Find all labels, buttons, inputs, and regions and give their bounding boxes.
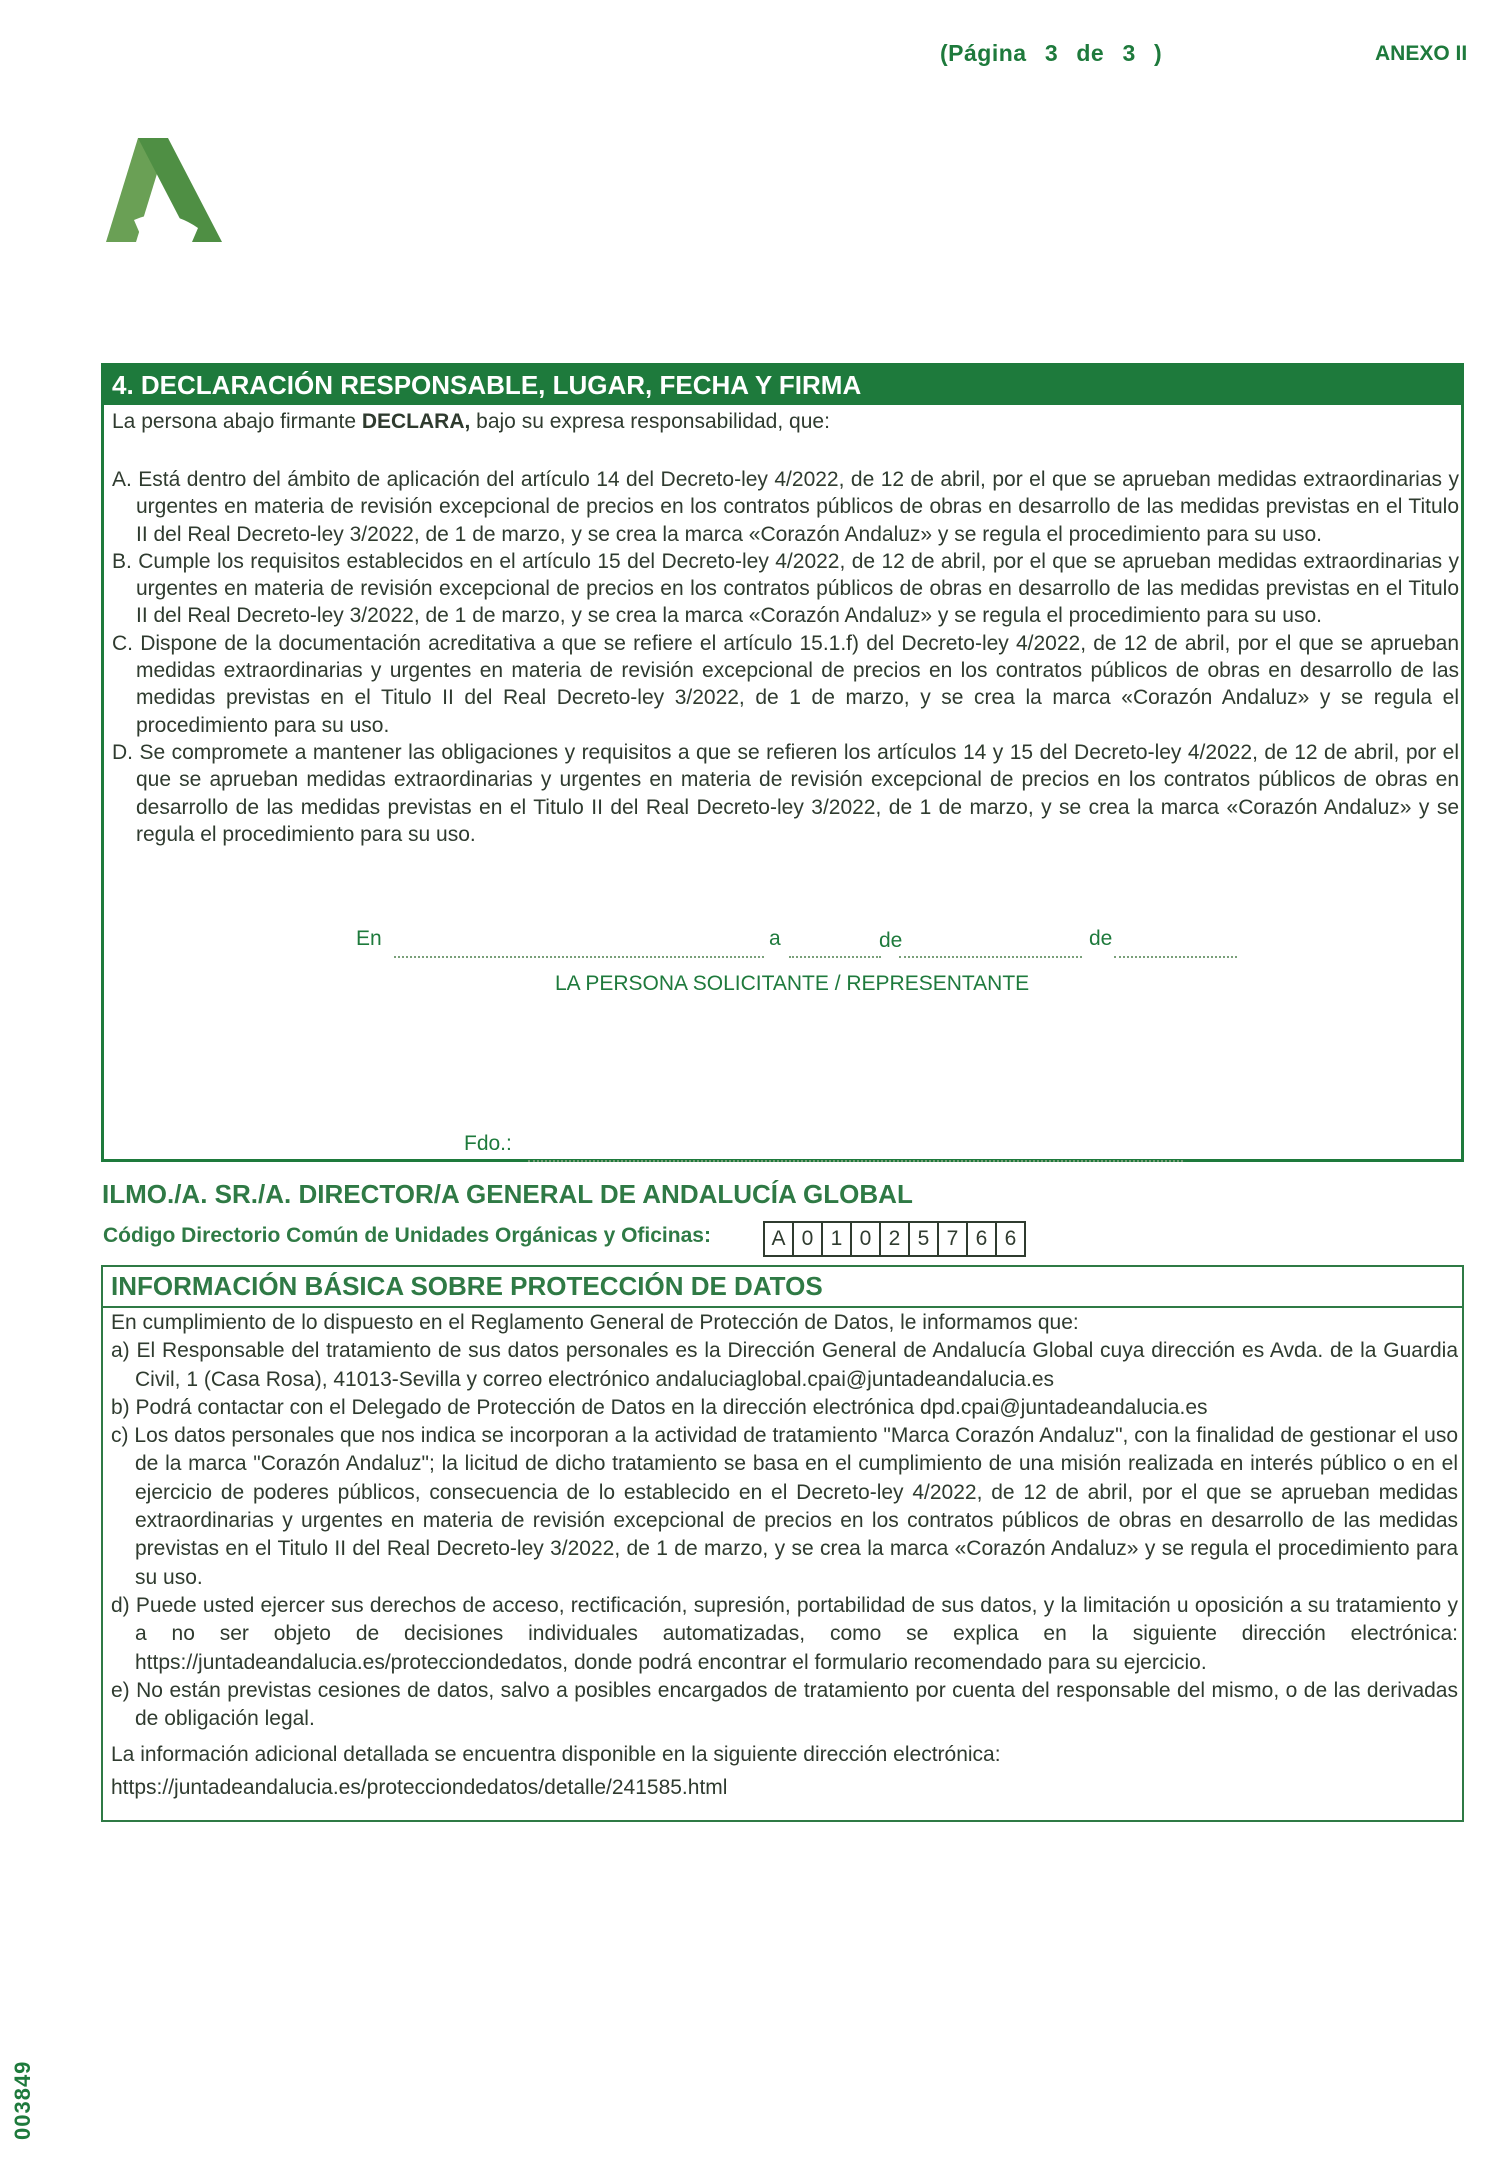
declaration-section [101,363,1464,1162]
day-label: a [769,927,781,950]
list-item: b) Podrá contactar con el Delegado de Protección de Datos en la dirección electrónica dpd.cpai@juntadeandalucia.es [111,1395,1208,1419]
place-label: En [356,927,382,950]
month-label: de [879,929,903,952]
year-field[interactable] [1114,956,1237,958]
month-field[interactable] [899,956,1082,958]
page-total: 3 [1122,40,1136,66]
intro-bold: DECLARA, [361,410,471,433]
section-title: INFORMACIÓN BÁSICA SOBRE PROTECCIÓN DE DATOS [103,1267,1462,1308]
day-field[interactable] [789,956,881,958]
code-char: 5 [910,1223,939,1255]
code-char: 2 [881,1223,910,1255]
intro-text: La persona abajo firmante [112,410,362,433]
data-protection-intro: En cumplimiento de lo dispuesto en el Reglamento General de Protección de Datos, le informamos que: [111,1311,1079,1334]
extra-info-link[interactable]: https://juntadeandalucia.es/protecciondedatos/detalle/241585.html [111,1776,728,1800]
code-char: 7 [939,1223,968,1255]
document-number: 003849 [10,2060,35,2140]
signer-label: LA PERSONA SOLICITANTE / REPRESENTANTE [555,972,1030,995]
section-title: 4. DECLARACIÓN RESPONSABLE, LUGAR, FECHA Y FIRMA [104,366,1461,405]
extra-info-text: La información adicional detallada se encuentra disponible en la siguiente dirección electrónica: [111,1743,1001,1767]
page-of-label: de [1076,40,1105,66]
andalucia-a-icon [106,138,222,244]
recipient-director: ILMO./A. SR./A. DIRECTOR/A GENERAL DE ANDALUCÍA GLOBAL [102,1179,913,1209]
list-item: d) Puede usted ejercer sus derechos de acceso, rectificación, supresión, portabilidad de sus datos, y la limitación u oposición a su tratamiento y a no ser objeto de decisiones individuales automatizadas, como se explica en la siguiente dirección electrónica: https://juntadeandalucia.es/protecciondedatos, donde podrá encontrar el formulario recomendado para su ejercicio. [111,1593,1458,1674]
declaration-list [112,466,1459,848]
list-item: A. Está dentro del ámbito de aplicación del artículo 14 del Decreto-ley 4/2022, de 12 de abril, por el que se aprueban medidas extraordinarias y urgentes en materia de revisión excepcional de precios en los contratos públicos de obras en desarrollo de las medidas previstas en el Titulo II del Real Decreto-ley 3/2022, de 1 de marzo, y se crea la marca «Corazón Andaluz» y se regula el procedimiento para su uso. [112,468,1459,546]
code-char: 0 [852,1223,881,1255]
list-item: C. Dispone de la documentación acreditativa a que se refiere el artículo 15.1.f) del Decreto-ley 4/2022, de 12 de abril, por el que se aprueban medidas extraordinarias y urgentes en materia de revisión excepcional de precios en los contratos públicos de obras en desarrollo de las medidas previstas en el Titulo II del Real Decreto-ley 3/2022, de 1 de marzo, y se crea la marca «Corazón Andaluz» y se regula el procedimiento para su uso. [112,631,1459,737]
page-close: ) [1153,40,1163,66]
code-char: 6 [968,1223,997,1255]
code-char: 6 [1004,1227,1017,1250]
declaration-intro [112,410,830,434]
signature-label: Fdo.: [464,1132,512,1155]
signature-field[interactable] [528,1160,1183,1162]
junta-andalucia-logo [106,138,222,249]
list-item: a) El Responsable del tratamiento de sus datos personales es la Dirección General de Andalucía Global cuya dirección es Avda. de la Guardia Civil, 1 (Casa Rosa), 41013-Sevilla y correo electrónico andaluciaglobal.cpai@juntadeandalucia.es [111,1339,1458,1391]
page-current: 3 [1044,40,1059,66]
page-indicator [940,40,1162,67]
code-char: 1 [823,1223,852,1255]
list-item: D. Se compromete a mantener las obligaciones y requisitos a que se refieren los artículos 14 y 15 del Decreto-ley 4/2022, de 12 de abril, por el que se aprueban medidas extraordinarias y urgentes en materia de revisión excepcional de precios en los contratos públicos de obras en desarrollo de las medidas previstas en el Titulo II del Real Decreto-ley 3/2022, de 1 de marzo, y se crea la marca «Corazón Andaluz» y se regula el procedimiento para su uso. [112,740,1459,846]
place-field[interactable] [394,956,764,958]
code-char: 0 [794,1223,823,1255]
dir3-code-label: Código Directorio Común de Unidades Orgánicas y Oficinas: [103,1224,711,1247]
dir3-code [763,1221,1026,1257]
intro-text-end: bajo su expresa responsabilidad, que: [470,410,830,433]
list-item: B. Cumple los requisitos establecidos en el artículo 15 del Decreto-ley 4/2022, de 12 de abril, por el que se aprueban medidas extraordinarias y urgentes en materia de revisión excepcional de precios en los contratos públicos de obras en desarrollo de las medidas previstas en el Titulo II del Real Decreto-ley 3/2022, de 1 de marzo, y se crea la marca «Corazón Andaluz» y se regula el procedimiento para su uso. [112,549,1459,628]
list-item: c) Los datos personales que nos indica se incorporan a la actividad de tratamiento "Marca Corazón Andaluz", con la finalidad de gestionar el uso de la marca "Corazón Andaluz"; la licitud de dicho tratamiento se basa en el cumplimiento de una misión realizada en interés público o en el ejercicio de poderes públicos, consecuencia de lo establecido en el Decreto-ley 4/2022, de 12 de abril, por el que se aprueban medidas extraordinarias y urgentes en materia de revisión excepcional de precios en los contratos públicos de obras en desarrollo de las medidas previstas en el Titulo II del Real Decreto-ley 3/2022, de 1 de marzo, y se crea la marca «Corazón Andaluz» y se regula el procedimiento para su uso. [111,1424,1458,1589]
data-protection-body [111,1309,1458,1804]
code-char: A [765,1223,794,1255]
data-protection-section [101,1265,1464,1822]
page-label: (Página [940,40,1027,66]
list-item: e) No están previstas cesiones de datos, salvo a posibles encargados de tratamiento por cuenta del responsable del mismo, o de las derivadas de obligación legal. [111,1678,1458,1731]
annex-label: ANEXO II [1375,42,1468,65]
year-label: de [1089,927,1113,950]
